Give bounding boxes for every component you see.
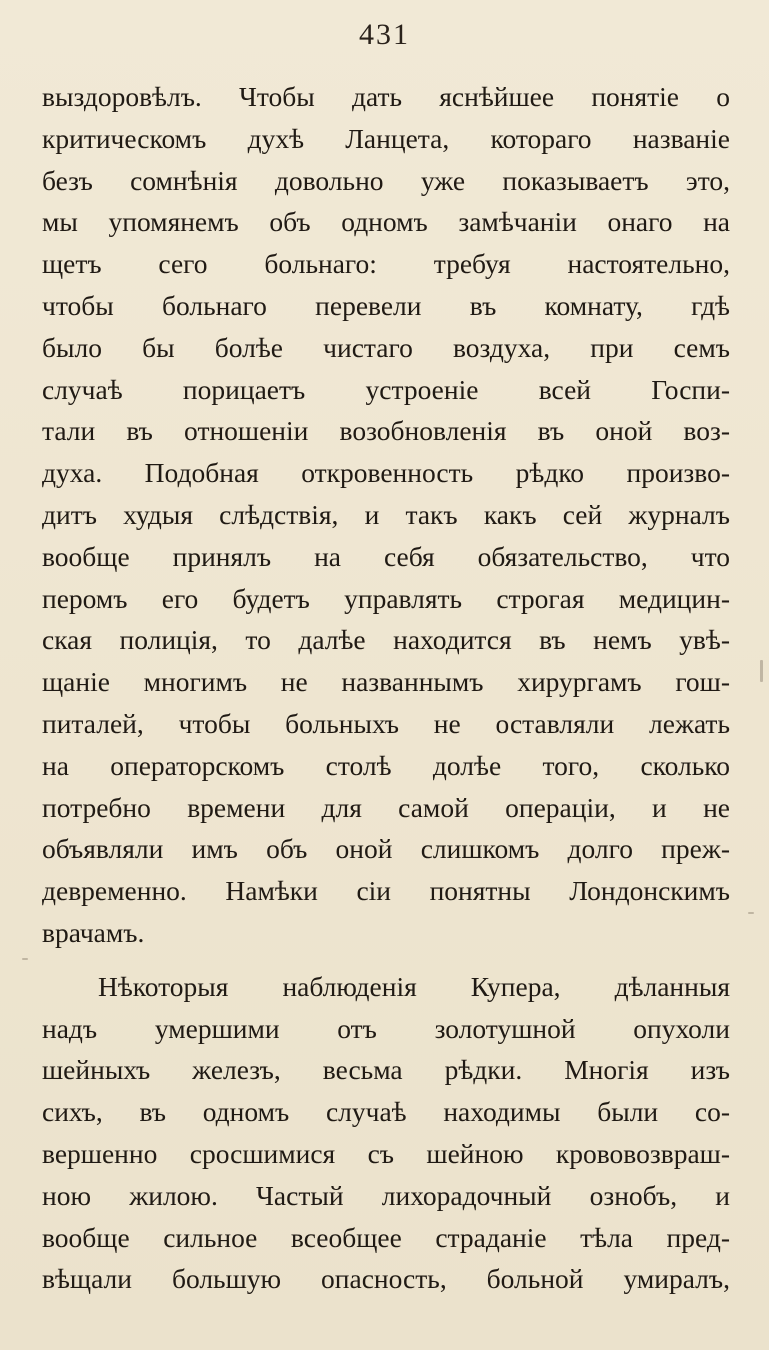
text-line: Нѣкоторыя наблюденія Купера, дѣланныя bbox=[98, 970, 730, 1002]
paper-speck bbox=[748, 912, 754, 914]
text-line: объявляли имъ объ оной слишкомъ долго преж- bbox=[42, 833, 730, 865]
page-number: 431 bbox=[359, 18, 410, 51]
paper-speck bbox=[760, 660, 763, 682]
text-line: вообще принялъ на себя обязательство, что bbox=[42, 540, 730, 572]
body-text bbox=[42, 76, 730, 1300]
text-line: вершенно сросшимися съ шейною крововозвраш- bbox=[42, 1137, 730, 1169]
text-line: на операторскомъ столѣ долѣе того, сколько bbox=[42, 749, 730, 781]
text-line: шейныхъ железъ, весьма рѣдки. Многія изъ bbox=[42, 1054, 730, 1086]
paper-speck bbox=[22, 958, 28, 960]
text-line: сихъ, въ одномъ случаѣ находимы были со- bbox=[42, 1096, 730, 1128]
text-line: выздоровѣлъ. Чтобы дать яснѣйшее понятіе о bbox=[42, 81, 730, 112]
text-line: потребно времени для самой операціи, и не bbox=[42, 791, 730, 823]
text-line: дитъ худыя слѣдствія, и такъ какъ сей журналъ bbox=[42, 498, 730, 530]
paragraph bbox=[42, 966, 730, 1300]
text-line: тали въ отношеніи возобновленія въ оной воз- bbox=[42, 415, 730, 447]
text-line: питалей, чтобы больныхъ не оставляли лежать bbox=[42, 707, 730, 739]
text-line: мы упомянемъ объ одномъ замѣчаніи онаго на bbox=[42, 206, 730, 238]
text-line: перомъ его будетъ управлять строгая медицин- bbox=[42, 582, 730, 614]
text-line: вообще сильное всеобщее страданіе тѣла пред- bbox=[42, 1221, 730, 1253]
text-line: критическомъ духѣ Ланцета, котораго названіе bbox=[42, 122, 730, 154]
text-line: чтобы больнаго перевели въ комнату, гдѣ bbox=[42, 289, 730, 321]
text-line: девременно. Намѣки сіи понятны Лондонскимъ bbox=[42, 875, 730, 907]
text-line: вѣщали большую опасность, больной умиралъ, bbox=[42, 1263, 730, 1295]
text-line: щетъ сего больнаго: требуя настоятельно, bbox=[42, 248, 730, 280]
text-line: щаніе многимъ не названнымъ хирургамъ гош- bbox=[42, 666, 730, 698]
text-line: случаѣ порицаетъ устроеніе всей Госпи- bbox=[42, 373, 730, 405]
text-line: ская полиція, то далѣе находится въ немъ увѣ- bbox=[42, 624, 730, 656]
paragraph-gap bbox=[42, 954, 730, 966]
text-line: безъ сомнѣнія довольно уже показываетъ это, bbox=[42, 164, 730, 196]
text-line: надъ умершими отъ золотушной опухоли bbox=[42, 1012, 730, 1044]
text-line: было бы болѣе чистаго воздуха, при семъ bbox=[42, 331, 730, 363]
paragraph bbox=[42, 76, 730, 954]
text-line: духа. Подобная откровенность рѣдко произво- bbox=[42, 457, 730, 489]
text-line: врачамъ. bbox=[42, 916, 145, 948]
text-line: ною жилою. Частый лихорадочный ознобъ, и bbox=[42, 1179, 730, 1211]
